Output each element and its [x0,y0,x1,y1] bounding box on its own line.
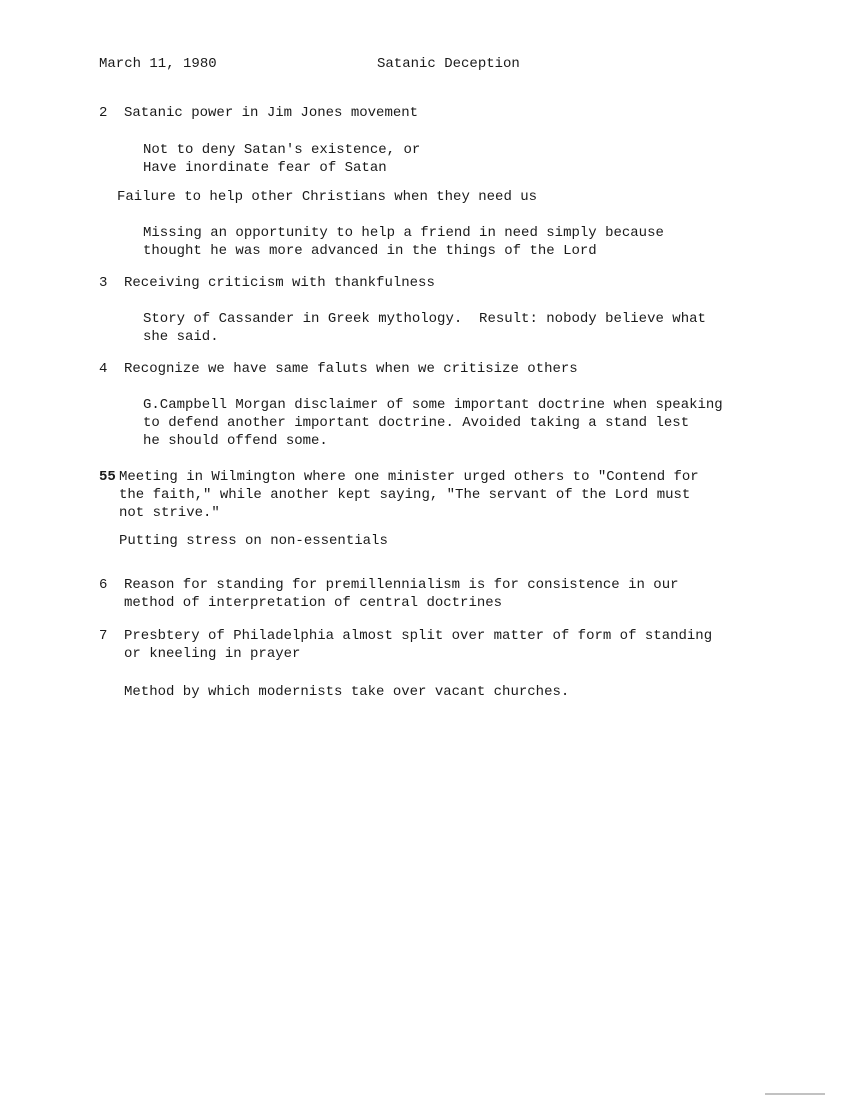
item-number: 2 [99,105,108,121]
header-date: March 11, 1980 [99,56,217,72]
item-heading: Failure to help other Christians when they need us [117,189,538,205]
item-heading: Meeting in Wilmington where one minister urged others to "Contend for [119,469,699,485]
item-subtext: Story of Cassander in Greek mythology. Result: nobody believe what [143,311,706,327]
item-subtext: thought he was more advanced in the things of the Lord [143,243,597,259]
item-heading: not strive." [119,505,220,521]
item-subtext: she said. [143,329,219,345]
item-heading: or kneeling in prayer [124,646,301,662]
item-subtext: he should offend some. [143,433,328,449]
item-heading: method of interpretation of central doctrines [124,595,503,611]
item-subtext: to defend another important doctrine. Avoided taking a stand lest [143,415,690,431]
item-subtext: Not to deny Satan's existence, or [143,142,421,158]
item-number: 4 [99,361,108,377]
item-number: 3 [99,275,108,291]
item-subtext: Method by which modernists take over vacant churches. [124,684,570,700]
item-heading: Recognize we have same faluts when we critisize others [124,361,578,377]
item-subtext: Putting stress on non-essentials [119,533,388,549]
item-heading: Satanic power in Jim Jones movement [124,105,419,121]
item-number: 55 [99,469,116,485]
item-heading: Receiving criticism with thankfulness [124,275,435,291]
item-subtext: G.Campbell Morgan disclaimer of some important doctrine when speaking [143,397,723,413]
scan-mark [765,1093,825,1095]
item-subtext: Have inordinate fear of Satan [143,160,387,176]
item-number: 7 [99,628,108,644]
item-heading: Reason for standing for premillennialism is for consistence in our [124,577,679,593]
item-number: 6 [99,577,108,593]
header-title: Satanic Deception [377,56,520,72]
item-subtext: Missing an opportunity to help a friend in need simply because [143,225,664,241]
item-heading: the faith," while another kept saying, "The servant of the Lord must [119,487,691,503]
item-heading: Presbtery of Philadelphia almost split over matter of form of standing [124,628,713,644]
